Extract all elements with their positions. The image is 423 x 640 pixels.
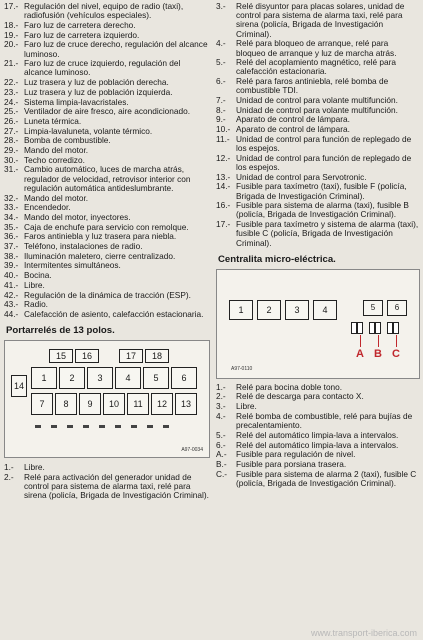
item-text: Techo corredizo. <box>24 154 85 165</box>
item-text: Libre. <box>24 462 45 473</box>
item-number: A.- <box>216 449 227 460</box>
item-text: Luz trasera y luz de población izquierda. <box>24 86 173 97</box>
item-text: Relé de descarga para contacto X. <box>236 391 364 402</box>
item-number: C.- <box>216 468 228 479</box>
item-text: Intermitentes simultáneos. <box>24 260 121 271</box>
item-text: Bocina. <box>24 270 52 281</box>
item-number: 7.- <box>216 95 226 106</box>
fuse-slot <box>357 322 363 334</box>
item-text: Faro luz de cruce derecho, regulación del alcance luminoso. <box>24 39 208 59</box>
item-number: 32.- <box>4 192 19 203</box>
list-item <box>216 402 420 411</box>
connector-pin <box>163 425 169 428</box>
list-item <box>4 78 210 87</box>
item-text: Cambio automático, luces de marcha atrás, regulador de velocidad, retrovisor interior con regulación automática antideslumbrante. <box>24 164 191 193</box>
relay-13: 13 <box>175 393 197 415</box>
list-item <box>216 39 420 57</box>
item-number: 5.- <box>216 429 226 440</box>
item-text: Relé disyuntor para placas solares, unidad de control para sistema de alarma taxi, relé para sirena (policía, Brigada de Investigación Criminal). <box>236 1 405 39</box>
item-text: Relé para faros antiniebla, relé bomba de combustible TDI. <box>236 76 389 96</box>
arrow-c <box>396 335 397 347</box>
list-item <box>4 88 210 97</box>
item-number: 27.- <box>4 125 19 136</box>
relay-list-right <box>216 2 420 248</box>
item-text: Regulación de la dinámica de tracción (ESP). <box>24 289 191 300</box>
relay-5: 5 <box>143 367 169 389</box>
item-number: 26.- <box>4 115 19 126</box>
micro-relay-list <box>216 383 420 488</box>
label-b: B <box>374 347 382 360</box>
list-item <box>4 117 210 126</box>
item-text: Fusible para porsiana trasera. <box>236 458 347 469</box>
item-number: 41.- <box>4 279 19 290</box>
relay-9: 9 <box>79 393 101 415</box>
item-text: Relé para bocina doble tono. <box>236 381 343 392</box>
item-text: Unidad de control para Servotronic. <box>236 171 367 182</box>
list-item <box>216 58 420 76</box>
item-text: Caja de enchufe para servicio con remolque. <box>24 221 189 232</box>
item-number: 30.- <box>4 154 19 165</box>
item-text: Relé del acoplamiento magnético, relé para calefacción estacionaria. <box>236 57 397 77</box>
connector-pin <box>147 425 153 428</box>
list-item <box>216 96 420 105</box>
item-number: 18.- <box>4 19 19 30</box>
connector-pin <box>131 425 137 428</box>
item-text: Aparato de control de lámpara. <box>236 114 350 125</box>
label-a: A <box>356 347 364 360</box>
relay-1: 1 <box>31 367 57 389</box>
item-number: 36.- <box>4 231 19 242</box>
list-item <box>216 2 420 39</box>
item-text: Aparato de control de lámpara. <box>236 124 350 135</box>
item-text: Relé para bloqueo de arranque, relé para bloqueo de arranque y luz de marcha atrás. <box>236 38 397 58</box>
right-column <box>216 2 420 489</box>
list-item <box>4 40 210 58</box>
item-number: 39.- <box>4 260 19 271</box>
portarreles-title: Portarrelés de 13 polos. <box>6 325 115 337</box>
item-text: Fusible para sistema de alarma 2 (taxi), fusible C (policía, Brigada de Investigación Criminal). <box>236 468 417 488</box>
item-number: B.- <box>216 458 227 469</box>
item-number: 43.- <box>4 299 19 310</box>
item-text: Iluminación maletero, cierre centralizado. <box>24 250 176 261</box>
item-text: Libre. <box>236 401 257 412</box>
item-text: Faros antiniebla y luz trasera para niebla. <box>24 231 177 242</box>
item-text: Bomba de combustible. <box>24 135 111 146</box>
item-number: 40.- <box>4 270 19 281</box>
micro-relay-2: 2 <box>257 300 281 320</box>
item-number: 23.- <box>4 86 19 97</box>
micro-relay-6: 6 <box>387 300 407 316</box>
list-item <box>4 165 210 193</box>
item-number: 5.- <box>216 57 226 68</box>
list-item <box>216 460 420 469</box>
item-number: 28.- <box>4 135 19 146</box>
list-item <box>216 220 420 248</box>
item-number: 4.- <box>216 410 226 421</box>
item-number: 6.- <box>216 76 226 87</box>
relay-3: 3 <box>87 367 113 389</box>
portarreles-diagram <box>4 340 210 458</box>
item-text: Fusible para taxímetro (taxi), fusible F (policía, Brigada de Investigación Criminal). <box>236 181 407 201</box>
diagram-code: A97-0034 <box>181 447 203 454</box>
item-text: Relé del automático limpia-lava a intervalos. <box>236 429 399 440</box>
item-number: 3.- <box>216 401 226 412</box>
list-item <box>216 412 420 430</box>
item-number: 29.- <box>4 145 19 156</box>
item-text: Faro luz de cruce izquierdo, regulación del alcance luminoso. <box>24 58 181 78</box>
list-item <box>4 2 210 20</box>
item-text: Relé para activación del generador unidad de control para sistema de alarma taxi, relé para sirena (policía, Brigada de Investigación Criminal). <box>24 471 209 501</box>
list-item <box>4 310 210 319</box>
relay-2: 2 <box>59 367 85 389</box>
item-text: Fusible para regulación de nivel. <box>236 449 356 460</box>
item-number: 14.- <box>216 181 231 192</box>
item-text: Fusible para taxímetro y sistema de alarma (taxi), fusible C (policía, Brigada de Investigación Criminal). <box>236 219 419 248</box>
item-text: Mando del motor, inyectores. <box>24 211 131 222</box>
arrow-a <box>360 335 361 347</box>
item-text: Calefacción de asiento, calefacción estacionaria. <box>24 309 204 319</box>
item-number: 1.- <box>4 462 14 473</box>
relay-14: 14 <box>11 375 27 397</box>
item-number: 1.- <box>216 381 226 392</box>
diagram-code: A97-0110 <box>231 365 253 372</box>
micro-relay-4: 4 <box>313 300 337 320</box>
centralita-title: Centralita micro-eléctrica. <box>218 253 336 265</box>
item-number: 42.- <box>4 289 19 300</box>
list-item <box>4 242 210 251</box>
connector-pin <box>35 425 41 428</box>
fuse-list-left <box>4 2 210 319</box>
item-text: Luz trasera y luz de población derecha. <box>24 77 169 88</box>
item-text: Ventilador de aire fresco, aire acondicionado. <box>24 106 191 117</box>
item-number: 12.- <box>216 152 231 163</box>
item-number: 19.- <box>4 29 19 40</box>
connector-pin <box>83 425 89 428</box>
fuse-slot <box>393 322 399 334</box>
list-item <box>216 77 420 95</box>
connector-pin <box>99 425 105 428</box>
relay-10: 10 <box>103 393 125 415</box>
item-number: 20.- <box>4 39 19 50</box>
item-number: 11.- <box>216 133 230 144</box>
item-text: Relé bomba de combustible, relé para bujías de precalentamiento. <box>236 410 413 431</box>
item-number: 17.- <box>4 1 19 11</box>
left-column <box>4 2 210 501</box>
relay-15: 15 <box>49 349 73 363</box>
item-number: 13.- <box>216 171 231 182</box>
item-text: Luneta térmica. <box>24 115 82 126</box>
item-number: 2.- <box>4 471 14 482</box>
list-item <box>216 125 420 134</box>
label-c: C <box>392 347 400 360</box>
item-number: 22.- <box>4 77 19 88</box>
list-item <box>4 271 210 280</box>
item-number: 31.- <box>4 164 19 175</box>
item-number: 9.- <box>216 114 226 125</box>
item-number: 16.- <box>216 200 231 211</box>
item-number: 35.- <box>4 221 19 232</box>
list-item <box>216 182 420 200</box>
item-number: 17.- <box>216 219 231 230</box>
item-text: Encendedor. <box>24 202 71 213</box>
item-number: 21.- <box>4 58 19 69</box>
list-item <box>4 473 210 501</box>
item-text: Unidad de control para función de replegado de los espejos. <box>236 133 412 154</box>
item-number: 38.- <box>4 250 19 261</box>
relay-12: 12 <box>151 393 173 415</box>
relay-8: 8 <box>55 393 77 415</box>
list-item <box>216 470 420 488</box>
list-item <box>4 213 210 222</box>
relay-4: 4 <box>115 367 141 389</box>
micro-relay-3: 3 <box>285 300 309 320</box>
relay-16: 16 <box>75 349 99 363</box>
item-text: Unidad de control para volante multifunción. <box>236 104 398 115</box>
item-number: 25.- <box>4 106 19 117</box>
item-text: Libre. <box>24 279 45 290</box>
centralita-diagram <box>216 269 420 379</box>
connector-pin <box>115 425 121 428</box>
item-number: 37.- <box>4 241 19 252</box>
arrow-b <box>378 335 379 347</box>
relay-18: 18 <box>145 349 169 363</box>
item-number: 8.- <box>216 104 226 115</box>
relay-list-left <box>4 463 210 500</box>
item-text: Faro luz de carretera derecho. <box>24 19 136 30</box>
item-text: Unidad de control para volante multifunción. <box>236 95 398 106</box>
item-number: 24.- <box>4 96 19 107</box>
list-item <box>4 146 210 155</box>
item-text: Regulación del nivel, equipo de radio (taxi), radiofusión (vehículos especiales). <box>24 1 184 21</box>
watermark: www.transport-iberica.com <box>310 628 417 638</box>
fuse-slot <box>375 322 381 334</box>
relay-17: 17 <box>119 349 143 363</box>
item-text: Relé del automático limpia-lava a intervalos. <box>236 439 399 450</box>
micro-relay-1: 1 <box>229 300 253 320</box>
list-item <box>4 281 210 290</box>
relay-7: 7 <box>31 393 53 415</box>
item-text: Sistema limpia-lavacristales. <box>24 96 129 107</box>
connector-pin <box>51 425 57 428</box>
micro-relay-5: 5 <box>363 300 383 316</box>
relay-6: 6 <box>171 367 197 389</box>
list-item <box>216 201 420 219</box>
item-text: Faro luz de carretera izquierdo. <box>24 29 140 40</box>
list-item <box>4 21 210 30</box>
item-text: Mando del motor. <box>24 192 89 203</box>
item-text: Unidad de control para función de replegado de los espejos. <box>236 152 412 172</box>
connector-pin <box>67 425 73 428</box>
list-item <box>216 431 420 440</box>
list-item <box>216 135 420 153</box>
item-number: 6.- <box>216 439 226 450</box>
item-text: Teléfono, instalaciones de radio. <box>24 241 143 252</box>
list-item <box>4 59 210 77</box>
item-number: 10.- <box>216 124 231 135</box>
item-text: Radio. <box>24 299 48 310</box>
item-number: 2.- <box>216 391 226 402</box>
relay-11: 11 <box>127 393 149 415</box>
list-item <box>216 154 420 172</box>
item-number: 3.- <box>216 1 226 11</box>
item-text: Fusible para sistema de alarma (taxi), fusible B (policía, Brigada de Investigación Criminal). <box>236 200 409 220</box>
item-number: 44.- <box>4 309 19 319</box>
item-number: 33.- <box>4 202 19 213</box>
item-number: 4.- <box>216 38 226 49</box>
item-text: Mando del motor. <box>24 145 89 156</box>
item-number: 34.- <box>4 211 19 222</box>
item-text: Limpia-lavaluneta, volante térmico. <box>24 125 153 136</box>
